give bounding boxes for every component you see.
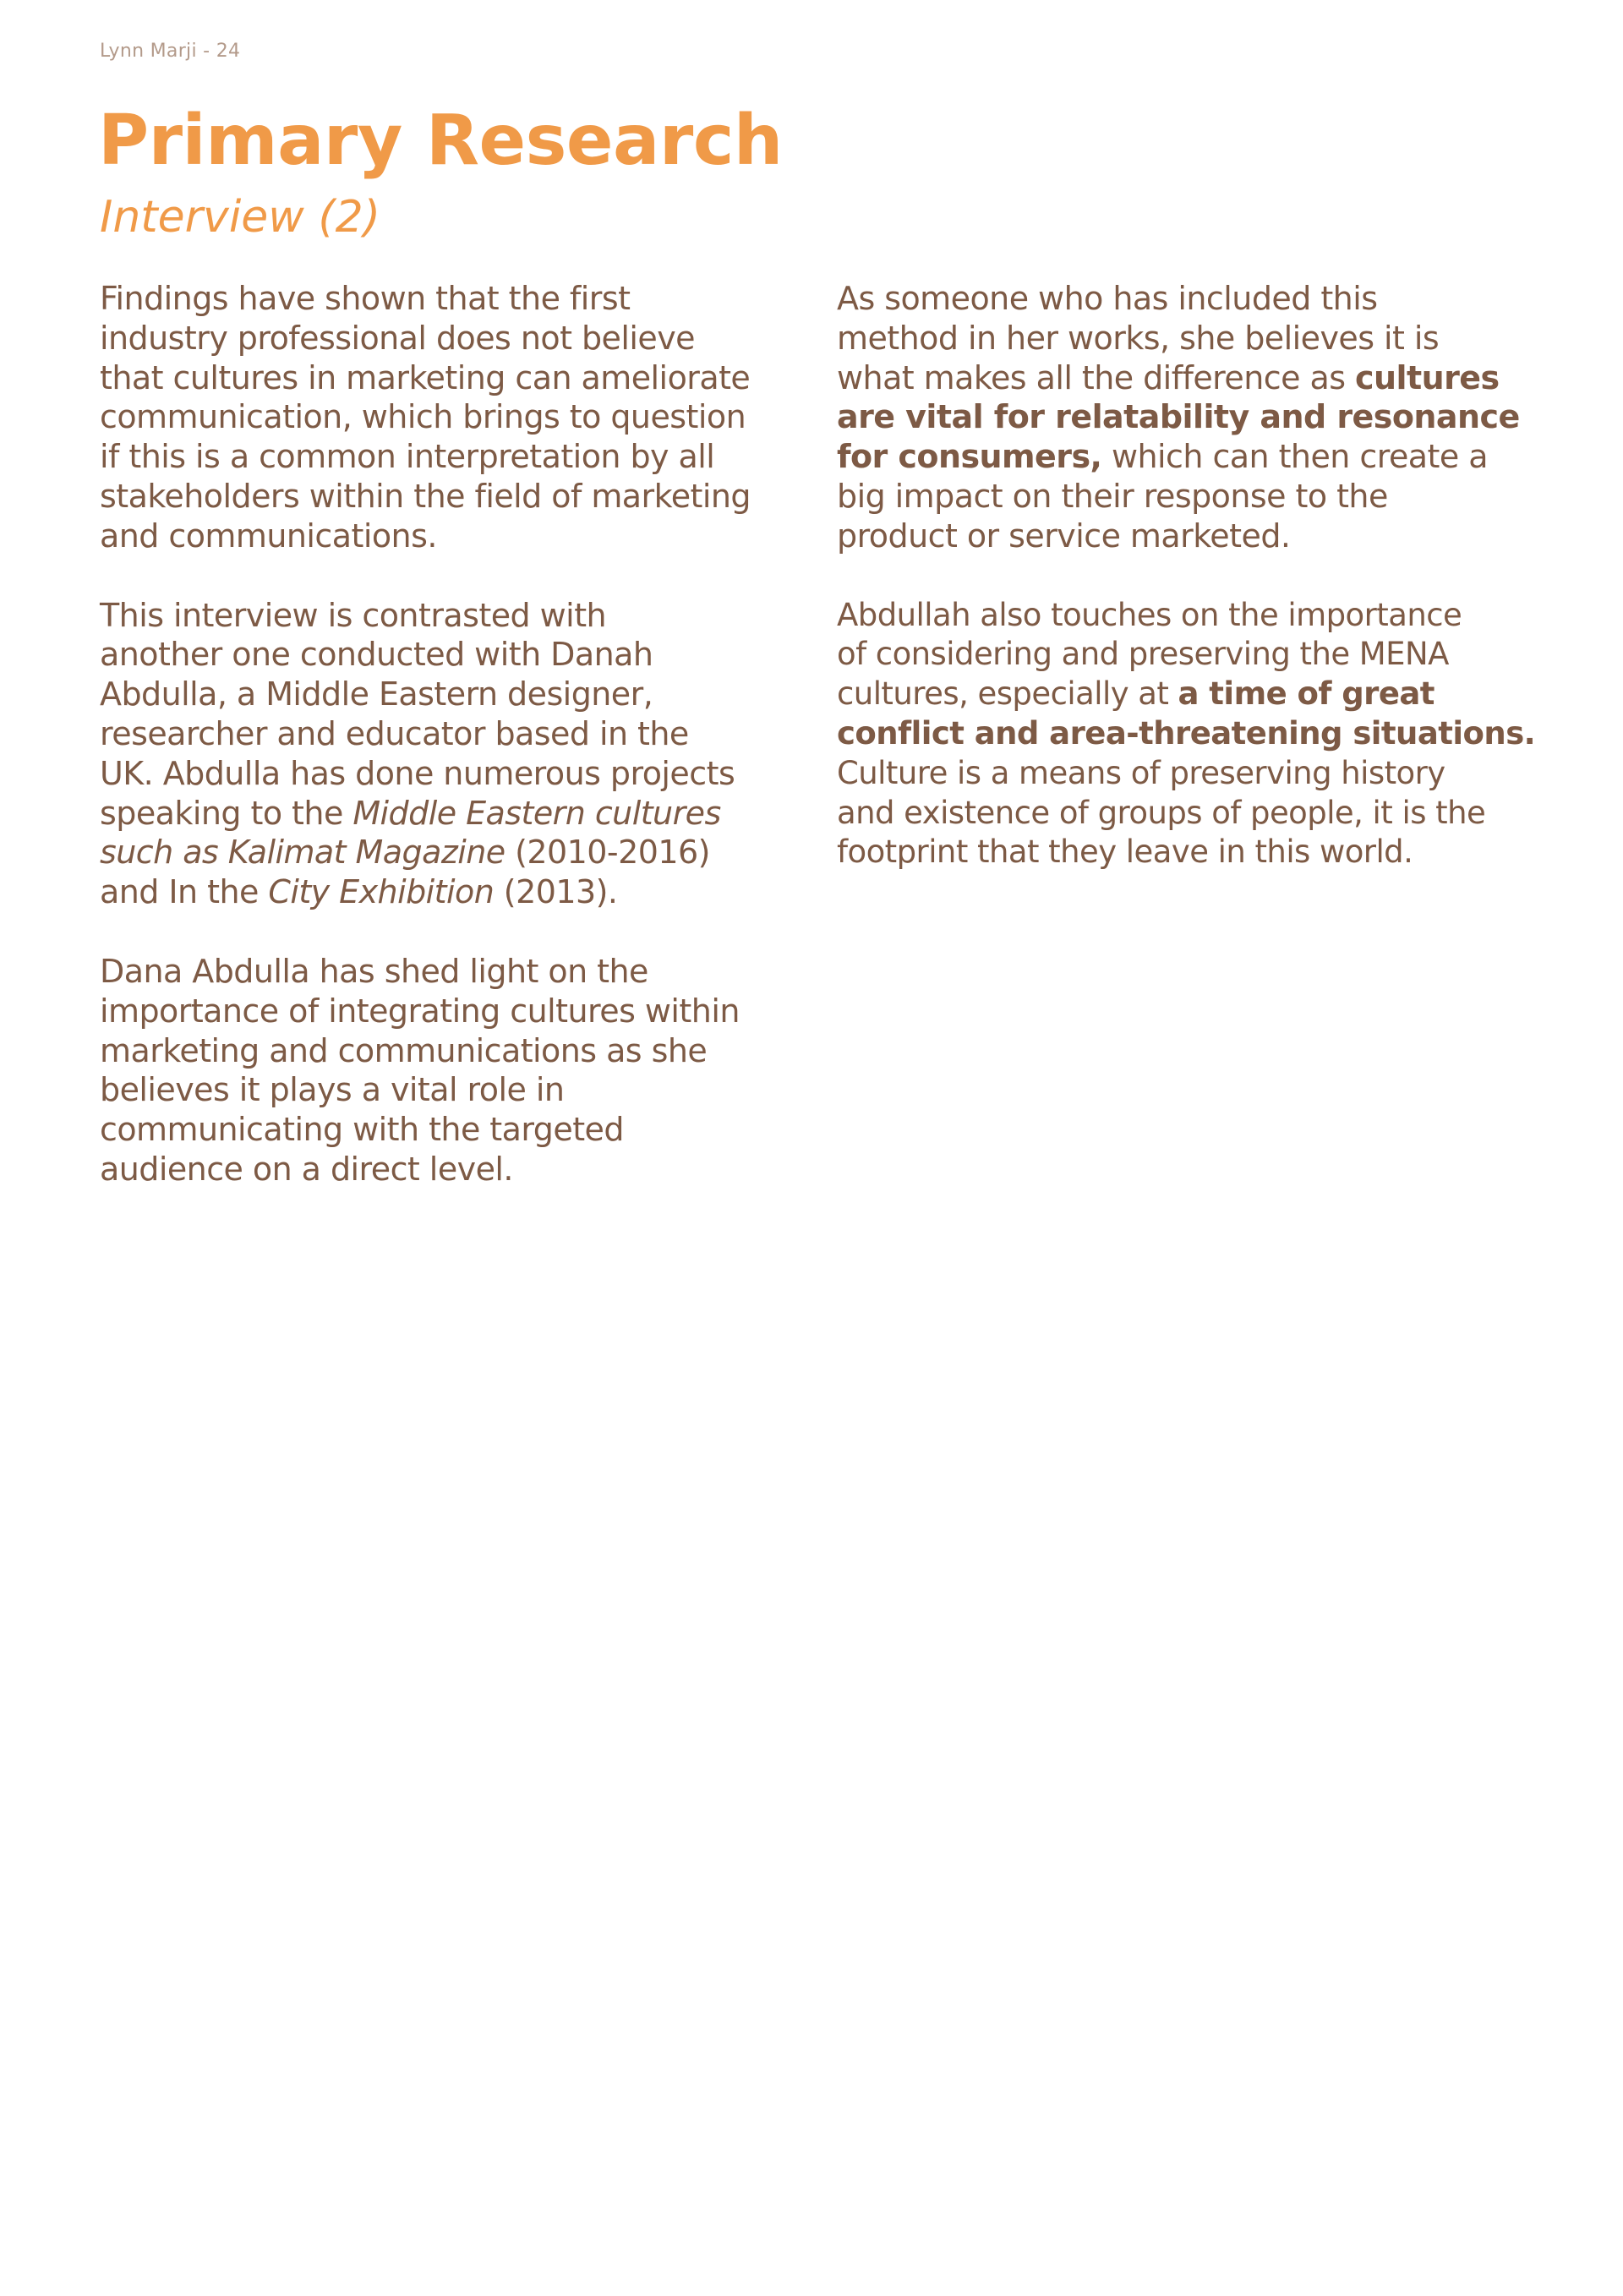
text-line: stakeholders within the field of marketing	[100, 477, 751, 515]
text-run: (2013).	[494, 873, 618, 911]
text-run: cultures, especially at	[837, 675, 1178, 713]
italic-run: such as Kalimat Magazine	[100, 834, 505, 872]
italic-run: Middle Eastern cultures	[352, 794, 721, 832]
text-line: method in her works, she believes it is	[837, 319, 1440, 357]
text-line: researcher and educator based in the	[100, 714, 689, 752]
bold-line: are vital for relatability and resonance	[837, 398, 1520, 436]
text-line: This interview is contrasted with	[100, 596, 607, 634]
text-line: importance of integrating cultures within	[100, 992, 740, 1030]
text-line: communicating with the targeted	[100, 1111, 624, 1149]
findings-paragraph	[100, 279, 801, 556]
text-line: Findings have shown that the first	[100, 280, 631, 317]
method-paragraph	[837, 279, 1538, 556]
bold-run: for consumers,	[837, 438, 1102, 476]
text-line: Abdullah also touches on the importance	[837, 596, 1462, 633]
text-run: speaking to the	[100, 794, 353, 832]
text-line: audience on a direct level.	[100, 1150, 513, 1188]
text-line	[837, 358, 1538, 398]
mena-paragraph	[837, 596, 1538, 873]
text-run: and In the	[100, 873, 269, 911]
text-line: Culture is a means of preserving history	[837, 754, 1445, 791]
contrast-paragraph	[100, 596, 801, 912]
text-line: and existence of groups of people, it is the	[837, 794, 1486, 831]
text-line	[100, 872, 801, 912]
text-line: big impact on their response to the	[837, 477, 1388, 515]
left-column	[100, 279, 801, 1229]
text-line: footprint that they leave in this world.	[837, 834, 1413, 871]
bold-line: conflict and area-threatening situations.	[837, 714, 1536, 752]
text-run: (2010-2016)	[505, 834, 710, 872]
text-line: another one conducted with Danah	[100, 636, 653, 674]
text-run: which can then create a	[1101, 438, 1488, 476]
text-line: communication, which brings to question	[100, 398, 746, 436]
text-line: industry professional does not believe	[100, 319, 695, 357]
abdulla-paragraph	[100, 952, 801, 1189]
text-line: believes it plays a vital role in	[100, 1071, 565, 1109]
text-line: Dana Abdulla has shed light on the	[100, 952, 648, 990]
text-line	[837, 437, 1538, 477]
text-line: if this is a common interpretation by all	[100, 438, 715, 476]
running-header: Lynn Marji - 24	[100, 41, 241, 62]
text-line: product or service marketed.	[837, 517, 1291, 555]
text-line: of considering and preserving the MENA	[837, 636, 1449, 673]
text-line	[100, 833, 801, 872]
text-run: what makes all the difference as	[837, 358, 1355, 396]
text-line: that cultures in marketing can ameliorate	[100, 358, 751, 396]
text-line: As someone who has included this	[837, 280, 1378, 317]
bold-run: a time of great	[1178, 675, 1434, 713]
page-subtitle: Interview (2)	[100, 192, 380, 243]
text-line	[100, 794, 801, 834]
text-line: marketing and communications as she	[100, 1031, 708, 1069]
text-line: Abdulla, a Middle Eastern designer,	[100, 675, 653, 713]
text-line: and communications.	[100, 517, 437, 555]
text-line: UK. Abdulla has done numerous projects	[100, 754, 735, 792]
right-column	[837, 279, 1538, 912]
text-line	[837, 675, 1538, 714]
bold-run: cultures	[1355, 358, 1500, 396]
page-title: Primary Research	[98, 101, 783, 181]
italic-run: City Exhibition	[268, 873, 495, 911]
